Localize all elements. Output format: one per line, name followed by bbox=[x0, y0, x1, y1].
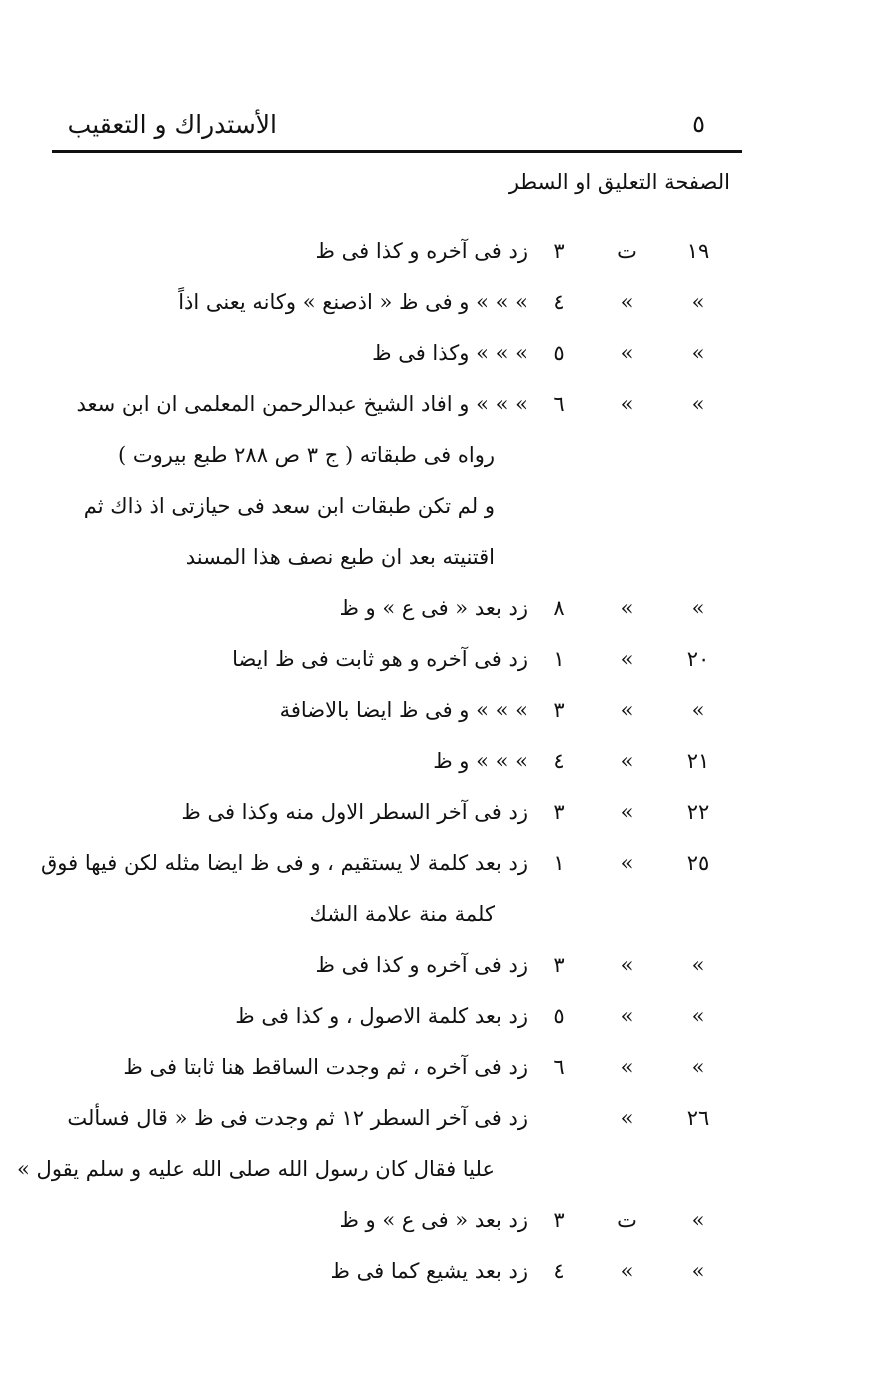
type-ref: ت bbox=[617, 239, 637, 263]
page-ref: ٢١ bbox=[686, 749, 710, 773]
entry-text: زد بعد « فى ع » و ظ bbox=[339, 596, 528, 620]
continuation-line bbox=[0, 1146, 873, 1197]
type-ref: » bbox=[620, 851, 634, 875]
continuation-line bbox=[0, 432, 873, 483]
entry-text: » » » و افاد الشيخ عبدالرحمن المعلمى ان ابن سعد bbox=[76, 392, 528, 416]
entry-text: زد فى آخره و كذا فى ظ bbox=[315, 239, 528, 263]
page-ref: » bbox=[691, 953, 705, 977]
running-head bbox=[0, 108, 873, 148]
line-ref: ٤ bbox=[553, 1259, 565, 1283]
entry-text: زد فى آخره و كذا فى ظ bbox=[315, 953, 528, 977]
entry-row bbox=[0, 636, 873, 687]
type-ref: » bbox=[620, 1106, 634, 1130]
entry-row bbox=[0, 228, 873, 279]
entry-text: زد فى آخره ، ثم وجدت الساقط هنا ثابتا فى ظ bbox=[123, 1055, 528, 1079]
entry-text: زد بعد يشيع كما فى ظ bbox=[330, 1259, 528, 1283]
page-ref: » bbox=[691, 1208, 705, 1232]
entry-text: زد فى آخر السطر الاول منه وكذا فى ظ bbox=[181, 800, 528, 824]
line-ref: ٣ bbox=[553, 800, 565, 824]
type-ref: » bbox=[620, 392, 634, 416]
continuation-line bbox=[0, 534, 873, 585]
line-ref: ٥ bbox=[553, 1004, 565, 1028]
running-title: الأستدراك و التعقيب bbox=[67, 110, 277, 139]
page-ref: ٢٠ bbox=[686, 647, 710, 671]
entry-text: رواه فى طبقاته ( ج ٣ ص ٢٨٨ طبع بيروت ) bbox=[118, 443, 495, 467]
entry-text: » » » وكذا فى ظ bbox=[372, 341, 528, 365]
type-ref: » bbox=[620, 953, 634, 977]
line-ref: ٤ bbox=[553, 290, 565, 314]
entry-text: » » » و ظ bbox=[433, 749, 528, 773]
entry-text: اقتنيته بعد ان طبع نصف هذا المسند bbox=[185, 545, 495, 569]
header-rule bbox=[52, 150, 742, 153]
page-ref: » bbox=[691, 1055, 705, 1079]
column-header: الصفحة التعليق او السطر bbox=[508, 170, 730, 194]
entry-row bbox=[0, 381, 873, 432]
type-ref: » bbox=[620, 1259, 634, 1283]
entry-text: عليا فقال كان رسول الله صلى الله عليه و سلم يقول » bbox=[17, 1157, 495, 1181]
type-ref: » bbox=[620, 1055, 634, 1079]
entry-row bbox=[0, 1044, 873, 1095]
entry-row bbox=[0, 585, 873, 636]
type-ref: » bbox=[620, 800, 634, 824]
type-ref: » bbox=[620, 341, 634, 365]
page-ref: » bbox=[691, 290, 705, 314]
entry-text: » » » و فى ظ « اذصنع » وكانه يعنى اذاً bbox=[178, 290, 528, 314]
page-ref: ٢٦ bbox=[686, 1106, 710, 1130]
entry-text: » » » و فى ظ ايضا بالاضافة bbox=[279, 698, 528, 722]
type-ref: » bbox=[620, 698, 634, 722]
entry-row bbox=[0, 687, 873, 738]
page-ref: » bbox=[691, 1259, 705, 1283]
continuation-line bbox=[0, 483, 873, 534]
entry-text: زد بعد كلمة لا يستقيم ، و فى ظ ايضا مثله لكن فيها فوق bbox=[40, 851, 528, 875]
line-ref: ٨ bbox=[553, 596, 565, 620]
entry-row bbox=[0, 1095, 873, 1146]
type-ref: » bbox=[620, 290, 634, 314]
entry-row bbox=[0, 993, 873, 1044]
entry-row bbox=[0, 738, 873, 789]
line-ref: ٣ bbox=[553, 698, 565, 722]
line-ref: ٣ bbox=[553, 953, 565, 977]
type-ref: » bbox=[620, 647, 634, 671]
line-ref: ٣ bbox=[553, 1208, 565, 1232]
entry-row bbox=[0, 942, 873, 993]
page-ref: » bbox=[691, 698, 705, 722]
entry-row bbox=[0, 1248, 873, 1299]
page-ref: » bbox=[691, 341, 705, 365]
entry-row bbox=[0, 840, 873, 891]
line-ref: ٣ bbox=[553, 239, 565, 263]
continuation-line bbox=[0, 891, 873, 942]
page-ref: » bbox=[691, 596, 705, 620]
page-ref: ١٩ bbox=[686, 239, 710, 263]
entry-text: و لم تكن طبقات ابن سعد فى حيازتى اذ ذاك ثم bbox=[83, 494, 495, 518]
line-ref: ٦ bbox=[553, 1055, 565, 1079]
line-ref: ١ bbox=[553, 851, 565, 875]
entry-row bbox=[0, 1197, 873, 1248]
line-ref: ٦ bbox=[553, 392, 565, 416]
entry-text: زد بعد « فى ع » و ظ bbox=[339, 1208, 528, 1232]
line-ref: ٤ bbox=[553, 749, 565, 773]
entry-row bbox=[0, 279, 873, 330]
line-ref: ١ bbox=[553, 647, 565, 671]
page-ref: ٢٢ bbox=[686, 800, 710, 824]
type-ref: » bbox=[620, 596, 634, 620]
page-ref: ٢٥ bbox=[686, 851, 710, 875]
entries-list bbox=[0, 228, 873, 1299]
page-ref: » bbox=[691, 392, 705, 416]
line-ref: ٥ bbox=[553, 341, 565, 365]
page-number: ٥ bbox=[692, 110, 705, 138]
entry-text: زد فى آخر السطر ١٢ ثم وجدت فى ظ « قال فسألت bbox=[67, 1106, 528, 1130]
entry-text: كلمة منة علامة الشك bbox=[309, 902, 495, 926]
entry-text: زد بعد كلمة الاصول ، و كذا فى ظ bbox=[235, 1004, 528, 1028]
entry-row bbox=[0, 789, 873, 840]
type-ref: » bbox=[620, 749, 634, 773]
entry-row bbox=[0, 330, 873, 381]
entry-text: زد فى آخره و هو ثابت فى ظ ايضا bbox=[232, 647, 528, 671]
page-ref: » bbox=[691, 1004, 705, 1028]
type-ref: » bbox=[620, 1004, 634, 1028]
type-ref: ت bbox=[617, 1208, 637, 1232]
